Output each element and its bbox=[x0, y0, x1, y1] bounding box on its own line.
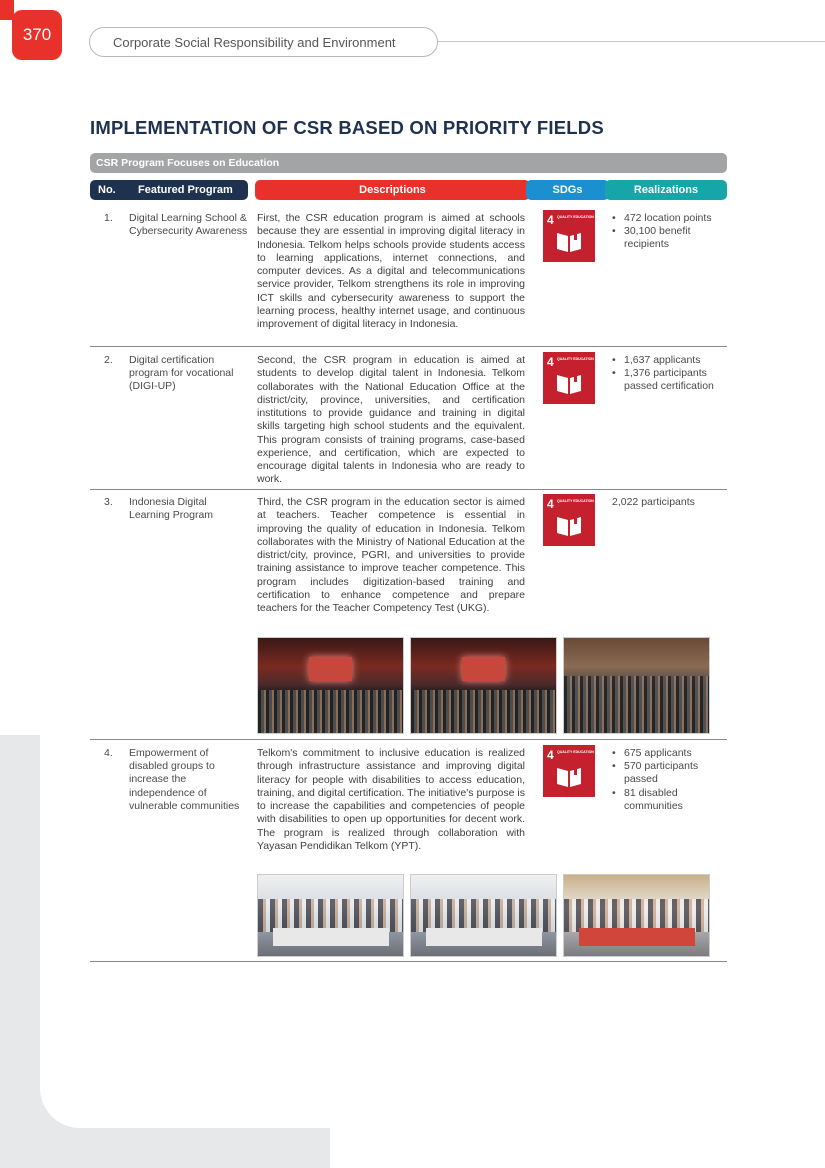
sdg-label: QUALITY EDUCATION bbox=[557, 357, 594, 361]
photo-group bbox=[410, 874, 557, 957]
column-header-sdgs: SDGs bbox=[526, 180, 609, 200]
book-icon bbox=[556, 373, 582, 395]
background-panel-bottom bbox=[330, 1120, 825, 1168]
row-divider bbox=[90, 739, 727, 740]
row-program: Indonesia Digital Learning Program bbox=[129, 496, 214, 522]
column-header-descriptions: Descriptions bbox=[255, 180, 530, 200]
photo-stage-screen bbox=[309, 657, 353, 681]
sdg-label: QUALITY EDUCATION bbox=[557, 215, 594, 219]
realization-item: • 81 disabled communities bbox=[612, 787, 727, 813]
row-description: Telkom's commitment to inclusive education is realized through infrastructure assistance and improving digital literacy for people with disabilities to access education, training, and digital certification. The initiative's purpose is to increase the capabilities and competencies of people with disabilities to open up opportunities for decent work. The program is realized through collaboration with Yayasan Pendidikan Telkom (YPT). bbox=[257, 747, 525, 852]
running-header-text: Corporate Social Responsibility and Environment bbox=[113, 34, 396, 50]
row-number: 1. bbox=[104, 212, 113, 224]
sdg-4-quality-education-icon bbox=[543, 210, 595, 262]
photo-audience bbox=[411, 690, 556, 733]
sdg-number: 4 bbox=[547, 497, 554, 511]
photo-meeting-room bbox=[257, 874, 404, 957]
photo-participants bbox=[411, 899, 556, 931]
photo-stage-screen bbox=[462, 657, 506, 681]
photo-event-stage bbox=[257, 637, 404, 734]
photo-participants bbox=[258, 899, 403, 931]
column-header-no: No. bbox=[98, 184, 116, 196]
column-header-left bbox=[90, 180, 248, 200]
row-realizations bbox=[612, 212, 727, 252]
photo-classroom bbox=[563, 874, 710, 957]
header-rule bbox=[438, 41, 825, 42]
row-program: Digital certification program for vocational (DIGI-UP) bbox=[129, 354, 234, 393]
book-icon bbox=[556, 231, 582, 253]
page-number: 370 bbox=[12, 10, 62, 60]
photo-audience bbox=[258, 690, 403, 733]
running-header bbox=[89, 27, 438, 57]
page-title: IMPLEMENTATION OF CSR BASED ON PRIORITY FIELDS bbox=[90, 117, 604, 138]
sdg-number: 4 bbox=[547, 748, 554, 762]
sdg-label: QUALITY EDUCATION bbox=[557, 499, 594, 503]
photo-table bbox=[426, 928, 542, 946]
row-number: 2. bbox=[104, 354, 113, 366]
sdg-number: 4 bbox=[547, 355, 554, 369]
row-realizations bbox=[612, 747, 727, 813]
row-realizations bbox=[612, 496, 727, 509]
row-number: 3. bbox=[104, 496, 113, 508]
realization-item: • 1,376 participants passed certification bbox=[612, 367, 727, 393]
photo-table bbox=[273, 928, 389, 946]
row-divider bbox=[90, 346, 727, 347]
realization-item: • 570 participants passed bbox=[612, 760, 727, 786]
realization-item: • 30,100 benefit recipients bbox=[612, 225, 727, 251]
row-program: Empowerment of disabled groups to increase the independence of vulnerable communities bbox=[129, 747, 240, 812]
sdg-number: 4 bbox=[547, 213, 554, 227]
row-description: First, the CSR education program is aimed at schools because they are essential in improving digital literacy in Indonesia. Telkom helps schools provide students access to learning applications, internet connections, and computer devices. As a digital and telecommunications service provider, Telkom strengthens its role in improving ICT skills and cybersecurity awareness to support the learning process, healthy internet usage, and continuous improvement of digital literacy in Indonesia. bbox=[257, 212, 525, 330]
column-header-realizations: Realizations bbox=[605, 180, 727, 200]
photo-participants bbox=[564, 899, 709, 931]
photo-event-stage bbox=[410, 637, 557, 734]
photo-event-audience bbox=[563, 637, 710, 734]
row-realizations bbox=[612, 354, 727, 394]
book-icon bbox=[556, 515, 582, 537]
section-heading: CSR Program Focuses on Education bbox=[90, 153, 727, 173]
row-number: 4. bbox=[104, 747, 113, 759]
table-bottom-rule bbox=[90, 961, 727, 962]
row-divider bbox=[90, 489, 727, 490]
sdg-label: QUALITY EDUCATION bbox=[557, 750, 594, 754]
sdg-4-quality-education-icon bbox=[543, 352, 595, 404]
row-description: Second, the CSR program in education is aimed at students to develop digital talent in Indonesia. Telkom collaborates with the National Education Office at the district/city, province, universities, and certification institutions to provide guidance and training in digital skills targeting high school students and the equivalent. This program consists of training programs, case-based experience, and certification, which are expected to encourage digital talents in Indonesia who are ready to work. bbox=[257, 354, 525, 486]
row-description: Third, the CSR program in the education sector is aimed at teachers. Teacher competence is essential in improving the quality of education in Indonesia. Telkom collaborates with the Ministry of National Education at the district/city, province, PGRI, and universities to provide training assistance to improve teacher competence. This program includes digitization-based training and certification to enhance competence and prepare teachers for the Teacher Competency Test (UKG). bbox=[257, 496, 525, 614]
row-program: Digital Learning School & Cybersecurity Awareness bbox=[129, 212, 248, 238]
realization-item: 2,022 participants bbox=[612, 496, 695, 508]
photo-table bbox=[579, 928, 695, 946]
realization-item: • 1,637 applicants bbox=[612, 354, 727, 367]
sdg-4-quality-education-icon bbox=[543, 494, 595, 546]
realization-item: • 472 location points bbox=[612, 212, 727, 225]
sdg-4-quality-education-icon bbox=[543, 745, 595, 797]
realization-item: • 675 applicants bbox=[612, 747, 727, 760]
photo-audience bbox=[564, 676, 709, 733]
column-header-program: Featured Program bbox=[138, 184, 233, 196]
book-icon bbox=[556, 766, 582, 788]
